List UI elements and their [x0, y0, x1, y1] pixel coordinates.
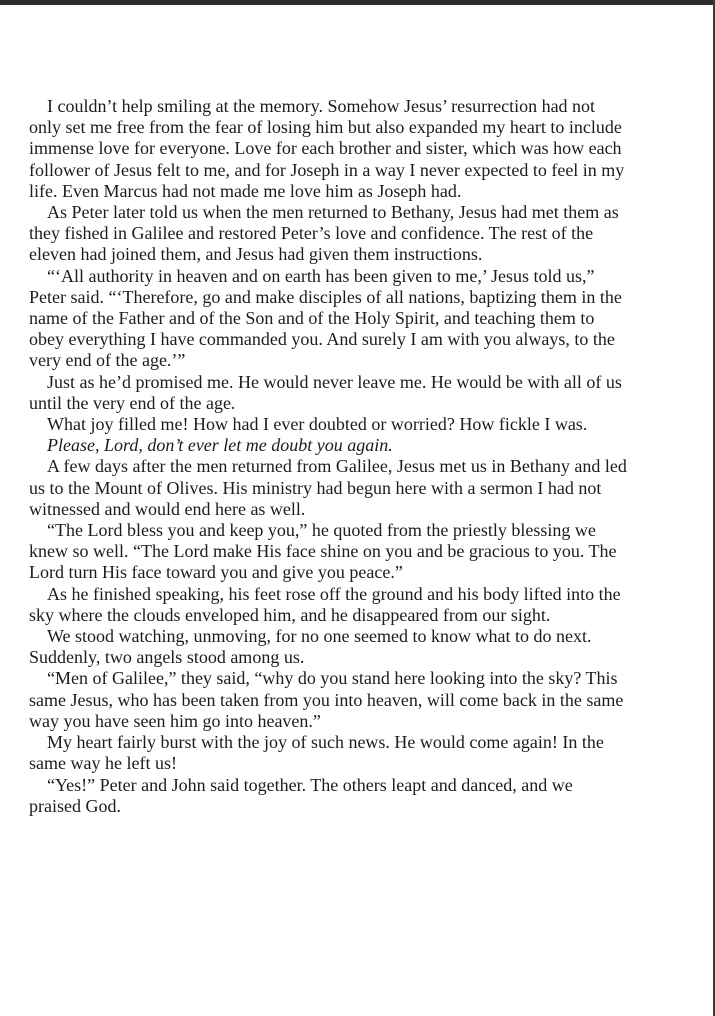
top-bezel — [0, 0, 715, 5]
paragraph-11: “Men of Galilee,” they said, “why do you stand here looking into the sky? This same Jesus, who has been taken from you into heaven, will come back in the same way you have seen him go into heaven.” — [29, 668, 624, 731]
paragraph-12: My heart fairly burst with the joy of such news. He would come again! In the same way he left us! — [29, 732, 604, 774]
paragraph-3: “‘All authority in heaven and on earth has been given to me,’ Jesus told us,” Peter said. “‘Therefore, go and make disciples of all nations, baptizing them in the name of the Father and of the Son and of the Holy Spirit, and teaching them to obey everything I have commanded you. And surely I am with you always, to the very end of the age.’” — [29, 265, 622, 371]
paragraph-4: Just as he’d promised me. He would never leave me. He would be with all of us until the very end of the age. — [29, 371, 622, 413]
paragraph-1: I couldn’t help smiling at the memory. Somehow Jesus’ resurrection had not only set me free from the fear of losing him but also expanded my heart to include immense love for everyone. Love for each brother and sister, which was how each follower of Jesus felt to me, and for Joseph in a way I never expected to feel in my life. Even Marcus had not made me love him as Joseph had. — [29, 96, 625, 201]
paragraph-13: “Yes!” Peter and John said together. The others leapt and danced, and we praised God. — [29, 774, 573, 816]
paragraph-8: “The Lord bless you and keep you,” he quoted from the priestly blessing we knew so well. “The Lord make His face shine on you and be gracious to you. The Lord turn His face toward you and give you peace.” — [29, 520, 617, 583]
paragraph-6-prayer: Please, Lord, don’t ever let me doubt you again. — [47, 435, 393, 456]
paragraph-9: As he finished speaking, his feet rose off the ground and his body lifted into the sky where the clouds enveloped him, and he disappeared from our sight. — [29, 583, 621, 625]
paragraph-2: As Peter later told us when the men returned to Bethany, Jesus had met them as they fished in Galilee and restored Peter’s love and confidence. The rest of the eleven had joined them, and Jesus had given them instructions. — [29, 202, 619, 265]
book-page — [29, 96, 629, 817]
paragraph-10: We stood watching, unmoving, for no one seemed to know what to do next. Suddenly, two angels stood among us. — [29, 626, 592, 668]
paragraph-7: A few days after the men returned from Galilee, Jesus met us in Bethany and led us to the Mount of Olives. His ministry had begun here with a sermon I had not witnessed and would end here as well. — [29, 456, 627, 519]
paragraph-5: What joy filled me! How had I ever doubted or worried? How fickle I was. — [47, 414, 588, 435]
